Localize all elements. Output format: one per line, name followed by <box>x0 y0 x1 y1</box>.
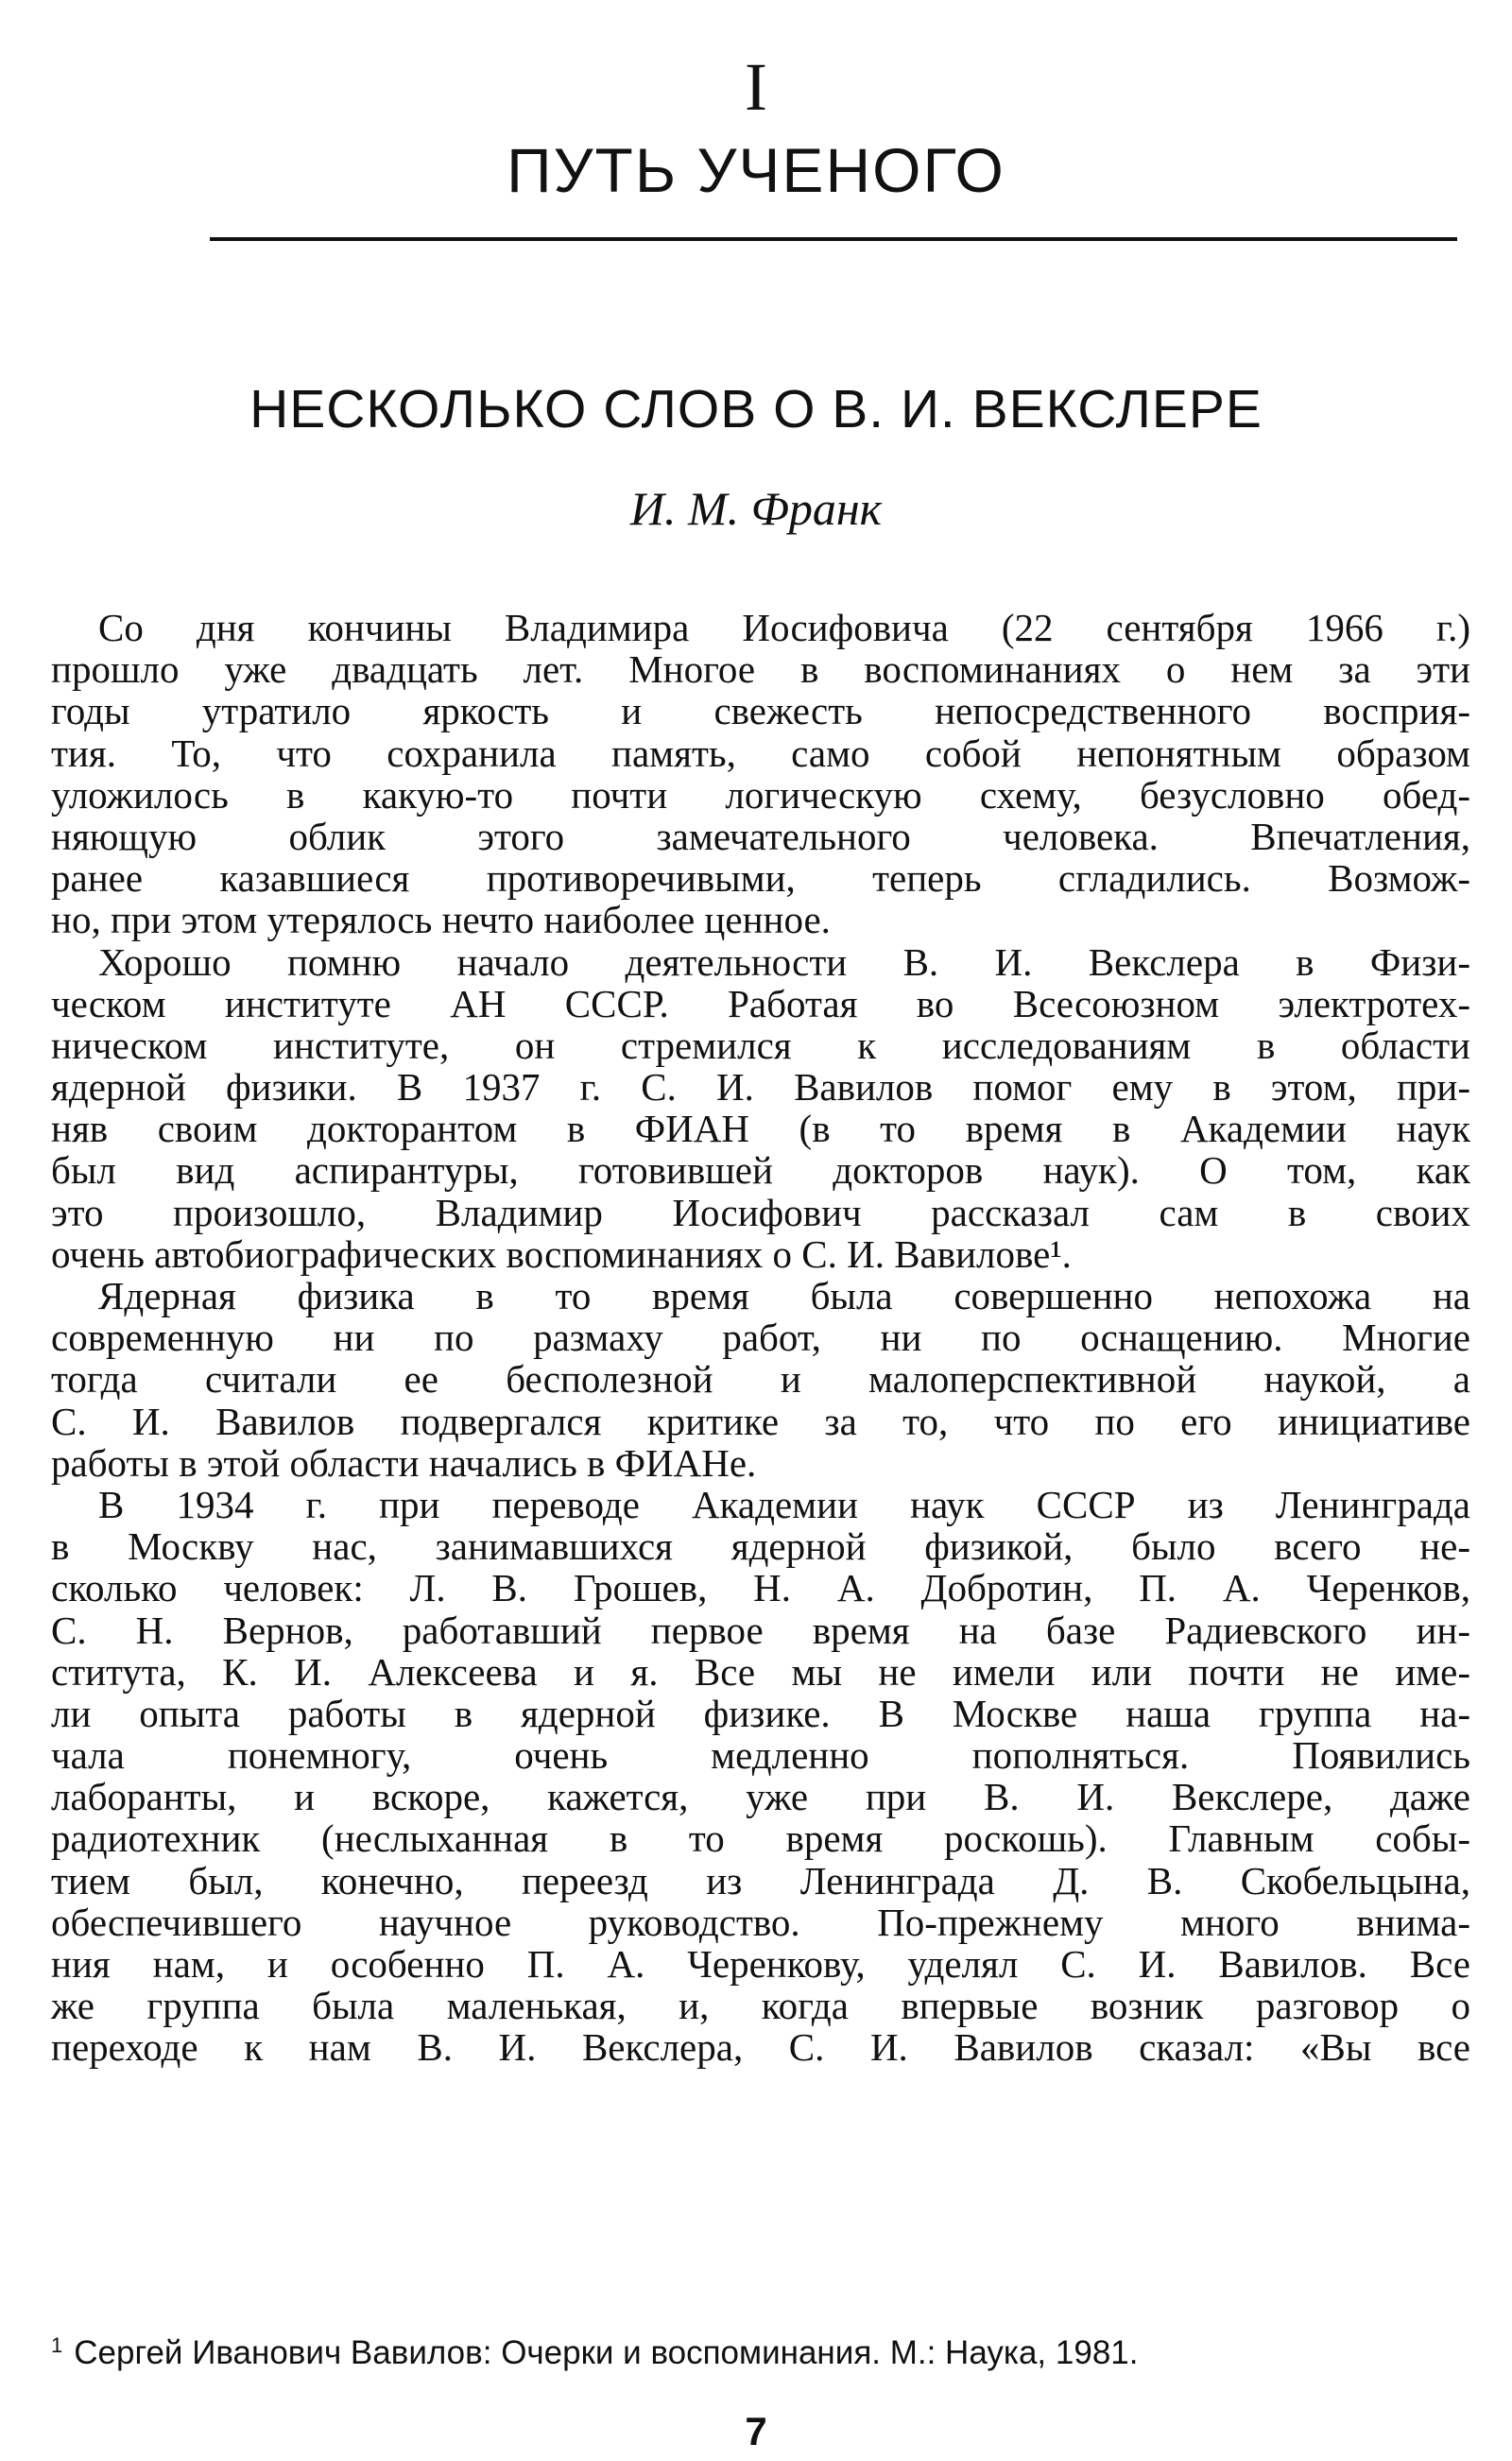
text-line: ядерной физики. В 1937 г. С. И. Вавилов помог ему в этом, при- <box>51 1065 1470 1110</box>
footnote-marker: 1 <box>51 2333 63 2357</box>
text-line: ранее казавшиеся противоречивыми, теперь сгладились. Возмож- <box>51 856 1470 901</box>
text-line: работы в этой области начались в ФИАНе. <box>51 1440 757 1485</box>
text-line: но, при этом утерялось нечто наиболее ценное. <box>51 898 831 942</box>
text-line: был вид аспирантуры, готовившей докторов наук). О том, как <box>51 1148 1470 1193</box>
text-line: Хорошо помню начало деятельности В. И. Векслера в Физи- <box>98 939 1470 984</box>
text-line: уложилось в какую-то почти логическую схему, безусловно обед- <box>51 772 1470 817</box>
text-line: радиотехник (неслыханная в то время роскошь). Главным собы- <box>51 1816 1470 1861</box>
text-line: же группа была маленькая, и, когда впервые возник разговор о <box>51 1984 1470 2028</box>
text-line: ческом институте АН СССР. Работая во Всесоюзном электротех- <box>51 981 1470 1025</box>
article-body <box>51 607 1470 2069</box>
article-author: И. М. Франк <box>629 482 883 535</box>
text-line: сколько человек: Л. В. Грошев, Н. А. Добротин, П. А. Черенков, <box>51 1566 1470 1610</box>
text-line: в Москву нас, занимавшихся ядерной физикой, было всего не- <box>51 1524 1470 1569</box>
text-line: чала понемногу, очень медленно пополняться. Появились <box>51 1733 1470 1778</box>
chapter-divider <box>210 237 1457 241</box>
page-number: 7 <box>745 2409 767 2453</box>
text-line: ли опыта работы в ядерной физике. В Москве наша группа на- <box>51 1691 1470 1735</box>
text-line: ническом институте, он стремился к исследованиям в области <box>51 1023 1470 1067</box>
text-line: лаборанты, и вскоре, кажется, уже при В. И. Векслере, даже <box>51 1775 1470 1819</box>
text-line: тогда считали ее бесполезной и малоперспективной наукой, а <box>51 1357 1470 1402</box>
text-line: обеспечившего научное руководство. По-прежнему много внима- <box>51 1900 1470 1944</box>
text-line: ния нам, и особенно П. А. Черенкову, уделял С. И. Вавилов. Все <box>51 1942 1470 1986</box>
text-line: В 1934 г. при переводе Академии наук СССР из Ленинграда <box>98 1482 1470 1526</box>
chapter-number: I <box>745 49 767 125</box>
text-line: ститута, К. И. Алексеева и я. Все мы не имели или почти не име- <box>51 1649 1470 1694</box>
text-line: годы утратило яркость и свежесть непосредственного восприя- <box>51 689 1470 733</box>
article-title: НЕСКОЛЬКО СЛОВ О В. И. ВЕКСЛЕРЕ <box>249 379 1263 439</box>
text-line: С. Н. Вернов, работавший первое время на базе Радиевского ин- <box>51 1608 1470 1652</box>
text-line: переходе к нам В. И. Векслера, С. И. Вавилов сказал: «Вы все <box>51 2025 1470 2070</box>
text-line: тием был, конечно, переезд из Ленинграда Д. В. Скобельцына, <box>51 1858 1470 1902</box>
footnote-text: Сергей Иванович Вавилов: Очерки и воспоминания. М.: Наука, 1981. <box>74 2334 1139 2371</box>
text-line: современную ни по размаху работ, ни по оснащению. Многие <box>51 1316 1470 1360</box>
footnote <box>51 2325 1138 2374</box>
text-line: Ядерная физика в то время была совершенно непохожа на <box>98 1274 1470 1317</box>
text-line: С. И. Вавилов подвергался критике за то, что по его инициативе <box>51 1399 1470 1443</box>
text-line: няющую облик этого замечательного человека. Впечатления, <box>51 814 1470 858</box>
chapter-title: ПУТЬ УЧЕНОГО <box>507 135 1005 205</box>
text-line: Со дня кончины Владимира Иосифовича (22 сентября 1966 г.) <box>98 606 1470 649</box>
text-line: прошло уже двадцать лет. Многое в воспоминаниях о нем за эти <box>51 647 1470 692</box>
text-line: няв своим докторантом в ФИАН (в то время в Академии наук <box>51 1107 1470 1151</box>
text-line: тия. То, что сохранила память, само собой непонятным образом <box>51 731 1470 775</box>
text-line: это произошло, Владимир Иосифович рассказал сам в своих <box>51 1190 1470 1234</box>
text-line: очень автобиографических воспоминаниях о С. И. Вавилове¹. <box>51 1231 1072 1276</box>
